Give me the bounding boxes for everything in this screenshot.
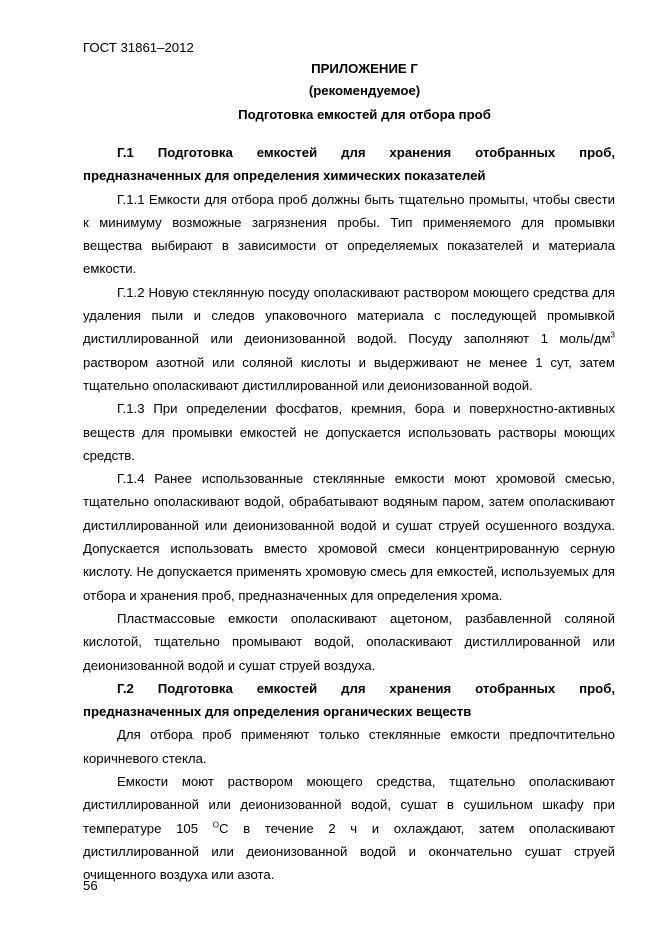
page-number: 56 <box>83 878 98 893</box>
degree-superscript: О <box>212 820 219 830</box>
clause-g1-2-superscript: 3 <box>610 330 615 340</box>
clause-g1-2-text-b: раствором азотной или соляной кислоты и выдерживают не менее 1 сут, затем тщательно ополаскивают дистиллированной или деионизованной водой. <box>83 354 615 393</box>
g2-paragraph-1: Для отбора проб применяют только стеклянные емкости предпочтительно коричневого стекла. <box>83 727 615 766</box>
appendix-status: (рекомендуемое) <box>308 83 421 98</box>
clause-g1-4: Г.1.4 Ранее использованные стеклянные емкости моют хромовой смесью, тщательно ополаскивают водой, обрабатывают водяным паром, затем ополаскивают дистиллированной или деионизованной водой и сушат струей осушенного воздуха. Допускается использовать вместо хромовой смеси концентрированную серную кислоту. Не допускается применять хромовую смесь для емкостей, используемых для отбора и хранения проб, предназначенных для определения хрома. <box>83 471 615 603</box>
appendix-name: Подготовка емкостей для отбора проб <box>238 107 491 122</box>
standard-designation: ГОСТ 31861–2012 <box>83 40 194 55</box>
clause-g1-1: Г.1.1 Емкости для отбора проб должны быть тщательно промыты, чтобы свести к минимуму возможные загрязнения пробы. Тип применяемого для промывки вещества выбирают в зависимости от определяемых показателей и материала емкости. <box>83 191 615 277</box>
g2-paragraph-2 <box>83 770 615 886</box>
appendix-body <box>83 141 615 887</box>
clause-g1-3: Г.1.3 При определении фосфатов, кремния, бора и поверхностно-активных веществ для промывки емкостей не допускается использовать растворы моющих средств. <box>83 401 615 463</box>
section-g1-heading: Г.1 Подготовка емкостей для хранения отобранных проб, предназначенных для определения химических показателей <box>83 145 615 184</box>
g2-paragraph-2-text-b: С в течение 2 ч и охлаждают, затем ополаскивают дистиллированной или деионизованной водой и окончательно сушат струей очищенного воздуха или азота. <box>83 820 615 883</box>
appendix-title: ПРИЛОЖЕНИЕ Г <box>311 61 418 76</box>
g2-paragraph-2-text-a: Емкости моют раствором моющего средства, тщательно ополаскивают дистиллированной или деионизованной водой, сушат в сушильном шкафу при температуре 105 <box>83 774 615 836</box>
section-g2-heading: Г.2 Подготовка емкостей для хранения отобранных проб, предназначенных для определения органических веществ <box>83 680 615 720</box>
clause-g1-2-text-a: Г.1.2 Новую стеклянную посуду ополаскивают раствором моющего средства для удаления пыли и следов упаковочного материала с последующей промывкой дистиллированной или деионизованной водой. Посуду заполняют 1 моль/дм <box>83 284 615 347</box>
clause-g1-2 <box>83 281 615 397</box>
plastic-containers-paragraph: Пластмассовые емкости ополаскивают ацетоном, разбавленной соляной кислотой, тщательно промывают водой, ополаскивают дистиллированной или деионизованной водой и сушат струей воздуха. <box>83 610 615 673</box>
